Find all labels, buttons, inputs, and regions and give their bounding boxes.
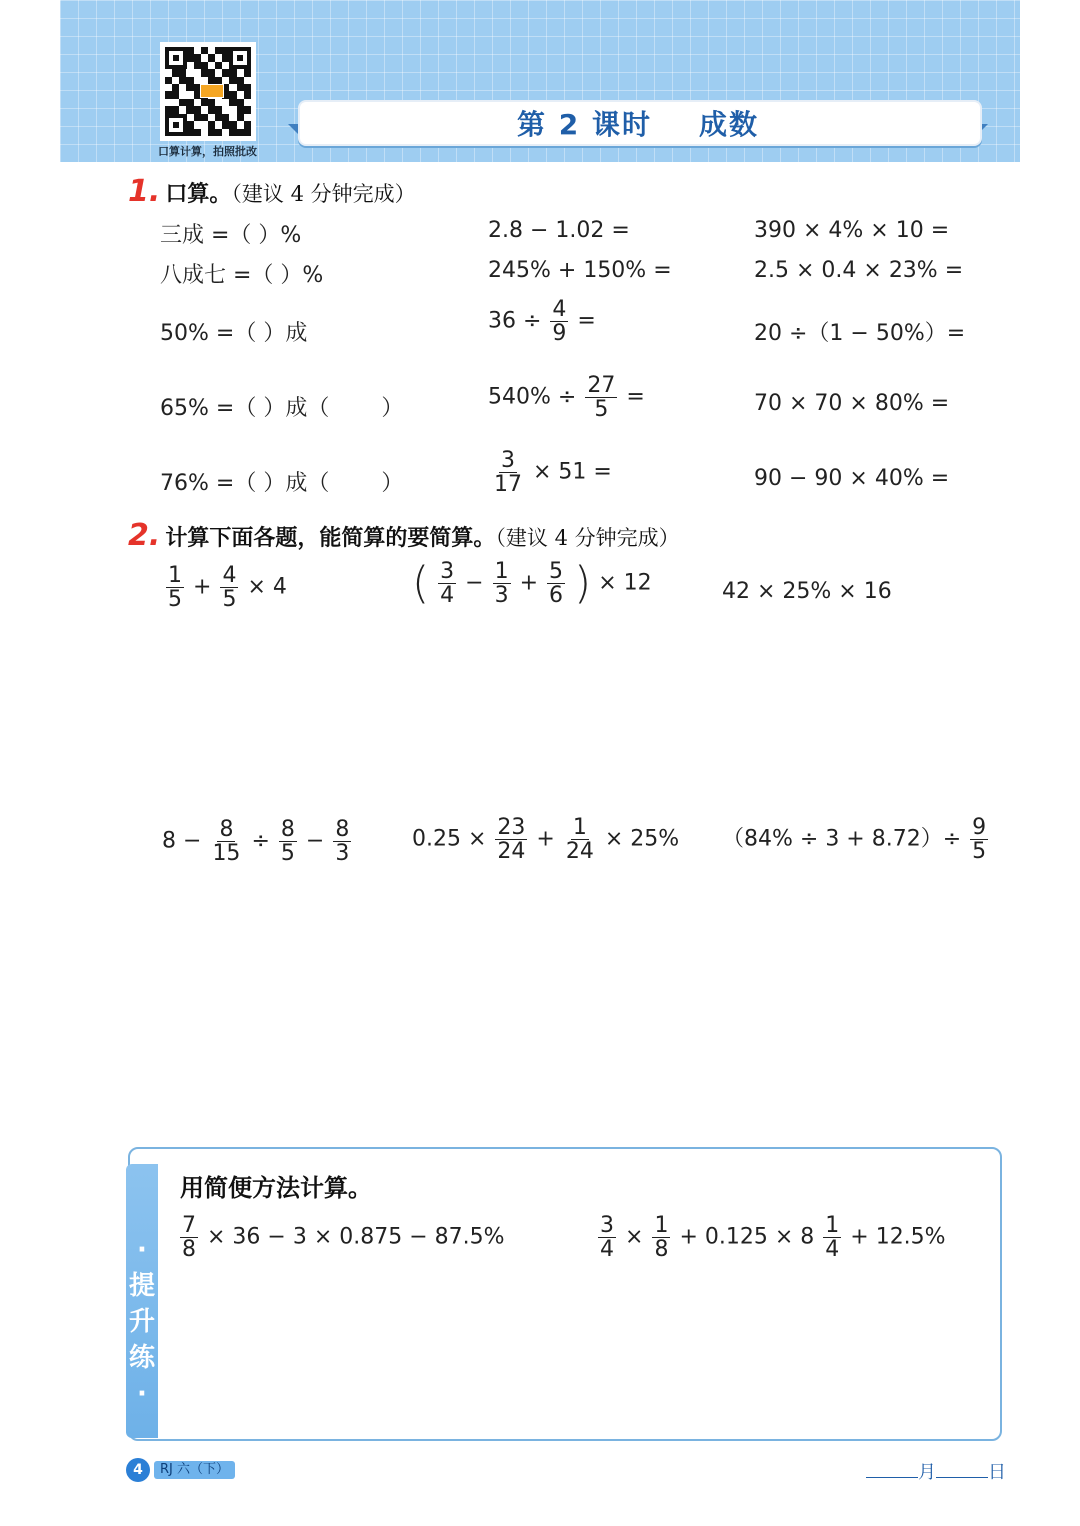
operator: − [305, 828, 325, 854]
qr-caption: 口算计算，拍照批改 [158, 145, 257, 158]
expression-lead: 8 − [162, 828, 202, 854]
fraction-numerator: 8 [280, 817, 295, 842]
fraction [495, 816, 527, 863]
oral-item-b4 [488, 374, 645, 421]
day-blank[interactable] [936, 1459, 988, 1478]
fraction-numerator: 4 [222, 563, 237, 588]
section2-hint: （建议 4 分钟完成） [495, 526, 680, 550]
practice-tab-char: · [137, 1235, 147, 1265]
qr-finder-top-left [165, 47, 187, 69]
qr-finder-top-right [229, 47, 251, 69]
fraction-numerator: 23 [497, 815, 526, 840]
oral-item-b5-tail: × 51 = [533, 459, 612, 485]
practice-tab-label [126, 1232, 158, 1412]
fraction [438, 560, 456, 607]
fraction-numerator: 27 [587, 373, 616, 398]
oral-item-a5-close: ） [381, 471, 404, 496]
calc-problem-6 [722, 816, 990, 863]
oral-item-a4-close: ） [381, 396, 404, 421]
expression-tail: + 12.5% [850, 1224, 946, 1250]
fraction-numerator: 3 [600, 1213, 614, 1238]
operator: × [625, 1224, 644, 1250]
fraction [492, 449, 524, 496]
expression-mid: + 0.125 × 8 [679, 1224, 815, 1250]
oral-item-a4 [160, 391, 403, 422]
fraction-numerator: 8 [335, 817, 350, 842]
oral-item-a5-text: 76% =（ ）成（ [160, 471, 330, 496]
expression-lead: 0.25 × [412, 826, 487, 852]
fraction-denominator: 17 [494, 472, 522, 498]
fraction-numerator: 9 [972, 815, 987, 840]
oral-item-a5 [160, 466, 403, 497]
section1-heading [128, 174, 416, 209]
fraction-denominator: 5 [168, 587, 182, 613]
fraction [550, 298, 568, 345]
fraction-denominator: 9 [552, 321, 567, 347]
operator: − [465, 570, 484, 596]
fraction-denominator: 5 [222, 587, 237, 613]
section2-title: 计算下面各题，能简算的要简算。 [165, 526, 496, 551]
fraction [823, 1214, 841, 1261]
oral-item-c2: 2.5 × 0.4 × 23% = [754, 258, 964, 283]
operator: ÷ [251, 828, 270, 854]
section1-hint: （建议 4 分钟完成） [231, 182, 416, 206]
expression-tail: × 25% [604, 826, 680, 852]
expression-tail: × 36 − 3 × 0.875 − 87.5% [207, 1224, 505, 1250]
fraction-denominator: 5 [280, 841, 295, 867]
section2-number: 2. [128, 518, 161, 553]
fraction-denominator: 3 [494, 583, 509, 609]
fraction-denominator: 3 [335, 841, 350, 867]
fraction [585, 374, 617, 421]
section1-title: 口算。 [165, 182, 232, 207]
operator: + [519, 570, 539, 596]
fraction-numerator: 1 [572, 815, 587, 840]
fraction [220, 564, 238, 611]
oral-item-b1: 2.8 − 1.02 = [488, 218, 630, 243]
oral-item-c5: 90 − 90 × 40% = [754, 466, 950, 491]
practice-title: 用简便方法计算。 [180, 1174, 372, 1202]
calc-problem-4 [162, 818, 353, 865]
fraction-denominator: 4 [440, 583, 455, 609]
qr-code[interactable] [160, 42, 256, 141]
calc-problem-3: 42 × 25% × 16 [722, 579, 892, 604]
practice-tab-char: 升 [128, 1307, 155, 1337]
fraction-numerator: 7 [182, 1213, 196, 1238]
practice-tab-char: 练 [128, 1343, 155, 1373]
fraction [970, 816, 988, 863]
oral-item-a4-text: 65% =（ ）成（ [160, 396, 330, 421]
fraction [564, 816, 596, 863]
fraction [166, 564, 184, 611]
fraction-numerator: 3 [440, 559, 455, 584]
fraction-numerator: 5 [549, 559, 564, 584]
oral-item-c4: 70 × 70 × 80% = [754, 391, 950, 416]
fraction-denominator: 5 [972, 839, 987, 865]
oral-item-b4-lead: 540% ÷ [488, 384, 577, 410]
operator: + [536, 826, 555, 852]
left-paren: ( [412, 557, 430, 609]
fraction [180, 1214, 198, 1261]
expression-tail: × 12 [598, 570, 652, 596]
month-label: 月 [918, 1462, 936, 1483]
fraction-numerator: 1 [825, 1213, 840, 1238]
fraction [493, 560, 511, 607]
fraction-numerator: 1 [654, 1213, 669, 1238]
fraction-numerator: 4 [552, 297, 567, 322]
calc-problem-1 [164, 564, 287, 611]
oral-item-b3-lead: 36 ÷ [488, 308, 542, 334]
right-paren: ) [574, 557, 592, 609]
oral-item-c1: 390 × 4% × 10 = [754, 218, 950, 243]
practice-problem-1 [178, 1214, 505, 1261]
fraction-denominator: 24 [565, 839, 594, 865]
operator: + [193, 574, 212, 600]
practice-tab-char: · [137, 1379, 147, 1409]
fraction [333, 818, 351, 865]
expression-lead: （84% ÷ 3 + 8.72）÷ [722, 826, 962, 852]
fraction-denominator: 15 [212, 841, 241, 867]
fraction [598, 1214, 616, 1261]
fraction-denominator: 6 [549, 583, 564, 609]
fraction-denominator: 4 [825, 1237, 840, 1263]
fraction-numerator: 8 [219, 817, 234, 842]
fraction-denominator: 8 [654, 1237, 669, 1263]
expression-tail: × 4 [247, 574, 287, 600]
oral-item-b3-tail: = [577, 308, 596, 334]
page-number: 4 [126, 1458, 150, 1482]
fraction-denominator: 8 [182, 1237, 196, 1263]
oral-item-c3: 20 ÷（1 − 50%）= [754, 321, 966, 346]
oral-item-a1: 三成 =（ ）% [160, 223, 302, 248]
section2-heading [128, 518, 680, 553]
oral-item-b5 [490, 449, 612, 496]
calc-problem-5 [412, 816, 679, 863]
fraction [652, 1214, 670, 1261]
oral-item-a3: 50% =（ ）成 [160, 321, 308, 346]
qr-finder-bottom-left [165, 114, 187, 136]
oral-item-b2: 245% + 150% = [488, 258, 672, 283]
section1-number: 1. [128, 174, 161, 209]
fraction-numerator: 1 [168, 563, 182, 588]
practice-problem-2 [596, 1214, 946, 1261]
oral-item-b4-tail: = [626, 384, 645, 410]
calc-problem-2 [412, 557, 652, 609]
day-label: 日 [988, 1462, 1006, 1483]
fraction-numerator: 1 [494, 559, 509, 584]
oral-item-a2: 八成七 =（ ）% [160, 263, 324, 288]
qr-logo [200, 84, 224, 98]
oral-item-b3 [488, 298, 596, 345]
grade-tag: RJ 六（下） [154, 1461, 235, 1479]
fraction-denominator: 4 [600, 1237, 614, 1263]
lesson-title: 第 2 课时 成数 [517, 108, 759, 141]
month-blank[interactable] [866, 1459, 918, 1478]
practice-tab-char: 提 [128, 1271, 155, 1301]
fraction-numerator: 3 [501, 448, 515, 473]
fraction-denominator: 24 [497, 839, 526, 865]
fraction [210, 818, 242, 865]
date-field [866, 1458, 1006, 1484]
fraction-denominator: 5 [594, 397, 609, 423]
fraction [547, 560, 565, 607]
fraction [279, 818, 297, 865]
